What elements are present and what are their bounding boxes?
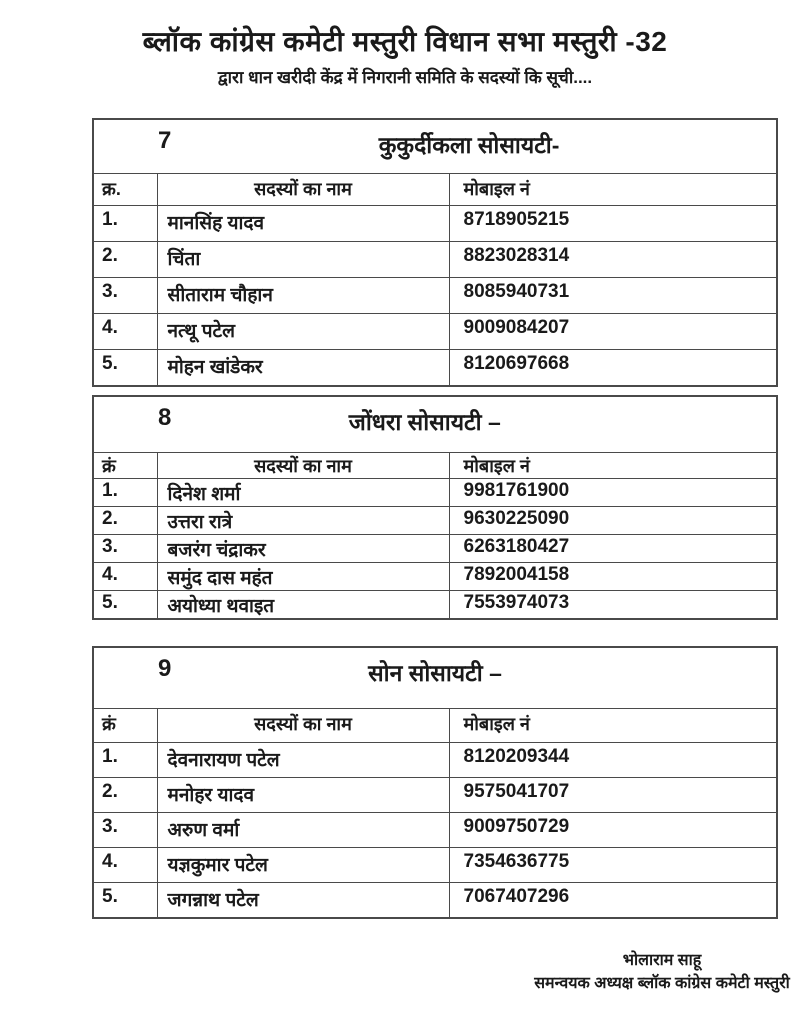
signature-name: भोलाराम साहू bbox=[622, 952, 702, 969]
table-row bbox=[94, 882, 776, 917]
mobile-number: 8120209344 bbox=[449, 742, 776, 777]
table-row bbox=[94, 313, 776, 349]
members-table bbox=[94, 709, 776, 917]
member-name: देवनारायण पटेल bbox=[157, 742, 449, 777]
mobile-number: 6263180427 bbox=[449, 535, 776, 563]
header-serial: क्र. bbox=[94, 174, 157, 205]
mobile-number: 8823028314 bbox=[449, 241, 776, 277]
member-name: चिंता bbox=[157, 241, 449, 277]
member-name: जगन्नाथ पटेल bbox=[157, 882, 449, 917]
row-serial: 1. bbox=[94, 742, 157, 777]
table-row bbox=[94, 241, 776, 277]
society-number: 7 bbox=[158, 127, 172, 154]
header-mobile: मोबाइल नं bbox=[449, 709, 776, 742]
members-table bbox=[94, 174, 776, 385]
member-name: बजरंग चंद्राकर bbox=[157, 535, 449, 563]
document-body bbox=[92, 118, 790, 995]
row-serial: 1. bbox=[94, 205, 157, 241]
member-name: यज्ञकुमार पटेल bbox=[157, 847, 449, 882]
mobile-number: 9981761900 bbox=[449, 479, 776, 507]
header-member-name: सदस्यों का नाम bbox=[157, 709, 449, 742]
row-serial: 5. bbox=[94, 591, 157, 619]
society-name: जोंधरा सोसायटी – bbox=[348, 409, 501, 435]
society-table-9 bbox=[92, 646, 778, 919]
society-title-row bbox=[94, 648, 776, 709]
table-row bbox=[94, 349, 776, 385]
mobile-number: 9575041707 bbox=[449, 777, 776, 812]
row-serial: 1. bbox=[94, 479, 157, 507]
table-row bbox=[94, 479, 776, 507]
member-name: अयोध्या थवाइत bbox=[157, 591, 449, 619]
table-row bbox=[94, 742, 776, 777]
mobile-number: 7354636775 bbox=[449, 847, 776, 882]
mobile-number: 8085940731 bbox=[449, 277, 776, 313]
table-header-row bbox=[94, 453, 776, 479]
table-row bbox=[94, 812, 776, 847]
members-table bbox=[94, 453, 776, 618]
society-name: कुकुर्दीकला सोसायटी- bbox=[378, 132, 560, 158]
page-title: ब्लॉक कांग्रेस कमेटी मस्तुरी विधान सभा मस्तुरी -32 bbox=[142, 26, 668, 57]
signature-role: समन्वयक अध्यक्ष ब्लॉक कांग्रेस कमेटी मस्तुरी bbox=[534, 975, 790, 993]
table-row bbox=[94, 507, 776, 535]
page-header bbox=[0, 0, 810, 88]
member-name: मोहन खांडेकर bbox=[157, 349, 449, 385]
mobile-number: 8718905215 bbox=[449, 205, 776, 241]
table-row bbox=[94, 847, 776, 882]
row-serial: 3. bbox=[94, 277, 157, 313]
society-title-row bbox=[94, 120, 776, 174]
row-serial: 4. bbox=[94, 563, 157, 591]
header-serial: क्रं bbox=[94, 453, 157, 479]
table-row bbox=[94, 777, 776, 812]
table-row bbox=[94, 277, 776, 313]
row-serial: 5. bbox=[94, 882, 157, 917]
mobile-number: 8120697668 bbox=[449, 349, 776, 385]
table-row bbox=[94, 591, 776, 619]
row-serial: 4. bbox=[94, 847, 157, 882]
mobile-number: 7892004158 bbox=[449, 563, 776, 591]
signature-block bbox=[442, 949, 810, 995]
row-serial: 2. bbox=[94, 507, 157, 535]
member-name: उत्तरा रात्रे bbox=[157, 507, 449, 535]
society-title-row bbox=[94, 397, 776, 453]
member-name: नत्थू पटेल bbox=[157, 313, 449, 349]
table-row bbox=[94, 535, 776, 563]
member-name: सीताराम चौहान bbox=[157, 277, 449, 313]
member-name: मनोहर यादव bbox=[157, 777, 449, 812]
society-name: सोन सोसायटी – bbox=[368, 660, 502, 686]
mobile-number: 9630225090 bbox=[449, 507, 776, 535]
mobile-number: 7553974073 bbox=[449, 591, 776, 619]
member-name: मानसिंह यादव bbox=[157, 205, 449, 241]
row-serial: 4. bbox=[94, 313, 157, 349]
row-serial: 3. bbox=[94, 535, 157, 563]
row-serial: 3. bbox=[94, 812, 157, 847]
table-header-row bbox=[94, 709, 776, 742]
member-name: दिनेश शर्मा bbox=[157, 479, 449, 507]
mobile-number: 9009750729 bbox=[449, 812, 776, 847]
header-mobile: मोबाइल नं bbox=[449, 453, 776, 479]
society-table-7 bbox=[92, 118, 778, 387]
society-number: 8 bbox=[158, 404, 172, 431]
table-header-row bbox=[94, 174, 776, 205]
member-name: अरुण वर्मा bbox=[157, 812, 449, 847]
header-mobile: मोबाइल नं bbox=[449, 174, 776, 205]
row-serial: 5. bbox=[94, 349, 157, 385]
page-subtitle: द्वारा धान खरीदी केंद्र में निगरानी समिति के सदस्यों कि सूची.... bbox=[217, 68, 593, 87]
society-table-8 bbox=[92, 395, 778, 620]
mobile-number: 7067407296 bbox=[449, 882, 776, 917]
society-number: 9 bbox=[158, 655, 172, 682]
header-serial: क्रं bbox=[94, 709, 157, 742]
table-row bbox=[94, 205, 776, 241]
member-name: समुंद दास महंत bbox=[157, 563, 449, 591]
mobile-number: 9009084207 bbox=[449, 313, 776, 349]
table-row bbox=[94, 563, 776, 591]
row-serial: 2. bbox=[94, 241, 157, 277]
header-member-name: सदस्यों का नाम bbox=[157, 174, 449, 205]
header-member-name: सदस्यों का नाम bbox=[157, 453, 449, 479]
row-serial: 2. bbox=[94, 777, 157, 812]
